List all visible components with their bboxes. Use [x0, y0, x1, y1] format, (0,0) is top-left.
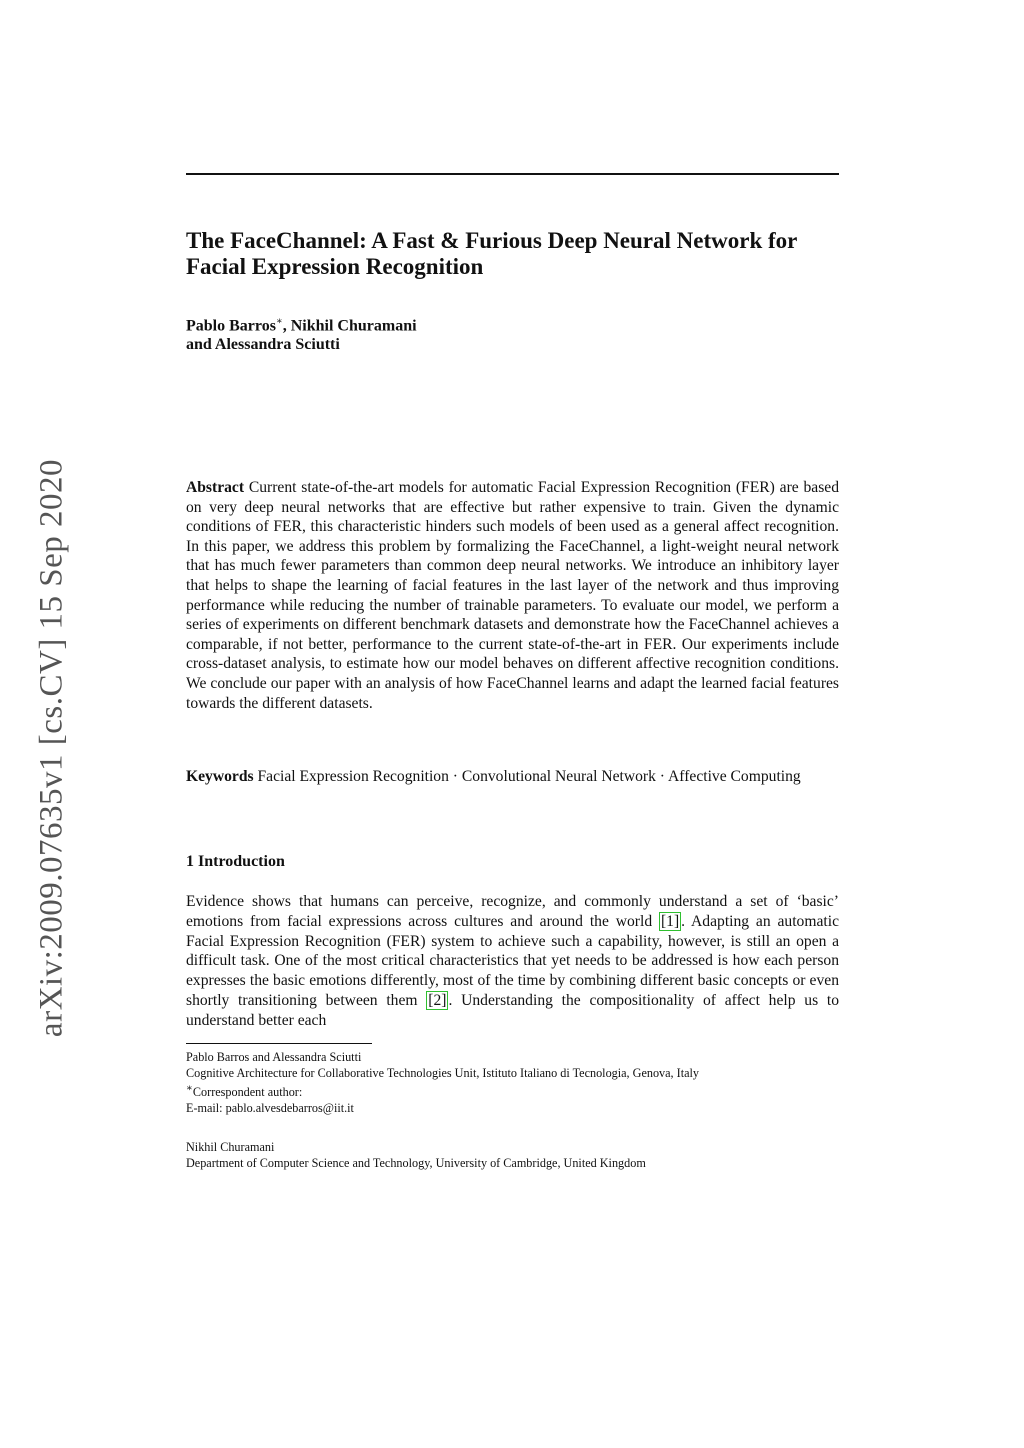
top-rule: [186, 173, 839, 175]
author-name: , Nikhil Churamani: [282, 317, 417, 335]
footnote-authors: Nikhil Churamani: [186, 1140, 275, 1155]
arxiv-identifier: arXiv:2009.07635v1 [cs.CV] 15 Sep 2020: [33, 458, 70, 1038]
footnotes: [186, 1050, 839, 1172]
footnote-correspondent: [186, 1081, 839, 1101]
intro-text: . Understanding the compositionality of affect help us to understand better each: [186, 991, 840, 1029]
introduction-paragraph: [186, 892, 839, 1031]
citation-link[interactable]: [1]: [660, 912, 680, 930]
author-name: and Alessandra Sciutti: [186, 336, 340, 354]
footnote-correspondent-text: Correspondent author:: [192, 1085, 303, 1100]
abstract: [186, 478, 839, 713]
arxiv-sidebar: [34, 448, 70, 1048]
intro-text: Evidence shows that humans can perceive, recognize, and commonly understand a set of ‘basic’ emotions from facial expressions across cultures and around the world: [186, 893, 839, 930]
footnote-rule: [186, 1043, 372, 1044]
section-heading-introduction: 1 Introduction: [186, 853, 285, 870]
footnote-email: E-mail: pablo.alvesdebarros@iit.it: [186, 1100, 354, 1115]
footnote-affiliation: Cognitive Architecture for Collaborative Technologies Unit, Istituto Italiano di Tecnologia, Genova, Italy: [186, 1065, 699, 1080]
keywords-label: Keywords: [186, 768, 254, 785]
keywords-text: Facial Expression Recognition · Convolutional Neural Network · Affective Computing: [257, 768, 801, 785]
citation-link[interactable]: [2]: [428, 991, 447, 1009]
author-name: Pablo Barros: [186, 317, 276, 335]
footnote-affiliation: Department of Computer Science and Technology, University of Cambridge, United Kingdom: [186, 1156, 646, 1171]
paper-title: The FaceChannel: A Fast & Furious Deep Neural Network for Facial Expression Recognition: [186, 228, 797, 279]
intro-text: . Adapting an automatic Facial Expression Recognition (FER) system to achieve such a capability, however, is still an open a difficult task. One of the most critical characteristics that yet needs to be addressed is how each person expresses the basic emotions differently, most of the time by combining different basic concepts or even shortly transitioning between them: [186, 912, 839, 1009]
abstract-text: Current state-of-the-art models for automatic Facial Expression Recognition (FER) are based on very deep neural networks that are effective but rather expensive to train. Given the dynamic conditions of FER, this characteristic hinders such models of been used as a general affect recognition. In this paper, we address this problem by formalizing the FaceChannel, a light-weight neural network that has much fewer parameters than common deep neural networks. We introduce an inhibitory layer that helps to shape the learning of facial features in the last layer of the network and thus improving performance while reducing the number of trainable parameters. To evaluate our model, we perform a series of experiments on different benchmark datasets and demonstrate how the FaceChannel achieves a comparable, if not better, performance to the current state-of-the-art in FER. Our experiments include cross-dataset analysis, to estimate how our model behaves on different affective recognition conditions. We conclude our paper with an analysis of how FaceChannel learns and adapt the learned facial features towards the different datasets.: [186, 479, 839, 712]
keywords: [186, 767, 839, 787]
author-list: [186, 312, 839, 354]
corresponding-marker: ∗: [186, 1083, 193, 1095]
abstract-label: Abstract: [186, 479, 245, 496]
corresponding-marker: ∗: [275, 316, 283, 327]
footnote-gap: [186, 1116, 839, 1140]
footnote-authors: Pablo Barros and Alessandra Sciutti: [186, 1050, 362, 1064]
